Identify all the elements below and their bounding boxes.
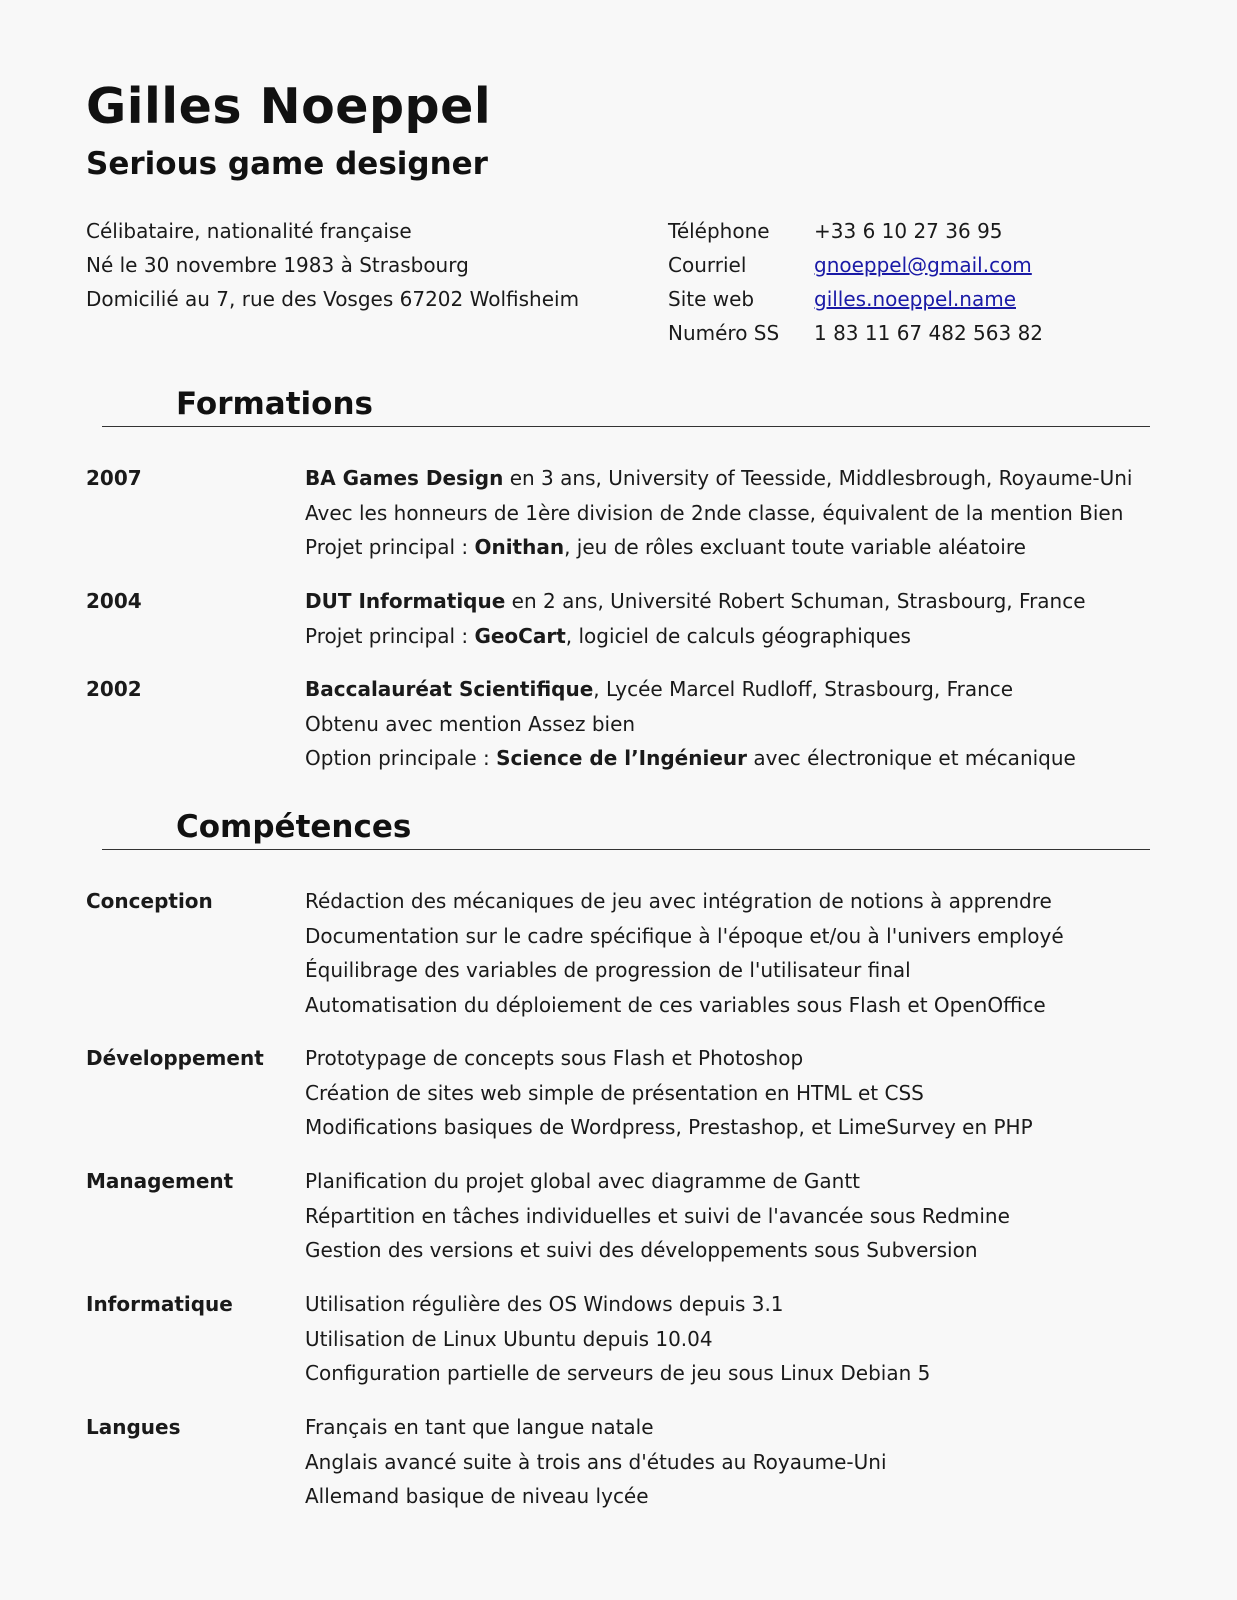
- option-prefix: Option principale :: [305, 746, 497, 770]
- skill-item: Utilisation régulière des OS Windows depuis 3.1: [305, 1292, 784, 1316]
- project-details: , logiciel de calculs géographiques: [565, 623, 911, 648]
- skill-item: Création de sites web simple de présentation en HTML et CSS: [305, 1080, 924, 1105]
- address: Domicilié au 7, rue des Vosges 67202 Wolfisheim: [86, 287, 580, 311]
- skill-group-conception: [86, 884, 1206, 1022]
- section-divider: [102, 849, 1150, 850]
- cv-name: Gilles Noeppel: [86, 78, 492, 135]
- phone-label: Téléphone: [668, 219, 770, 243]
- skill-item: Anglais avancé suite à trois ans d'études au Royaume-Uni: [305, 1449, 887, 1474]
- skill-category: Management: [86, 1169, 234, 1193]
- formation-year: 2004: [86, 589, 142, 613]
- formation-line: [305, 530, 1132, 565]
- skill-group-management: [86, 1164, 1206, 1268]
- email-label: Courriel: [668, 253, 747, 277]
- formation-line: [305, 672, 1076, 707]
- skill-item: Prototypage de concepts sous Flash et Photoshop: [305, 1046, 804, 1070]
- formation-line: [305, 741, 1076, 776]
- skill-items: [305, 1164, 1010, 1268]
- formation-details: [305, 584, 1086, 653]
- skill-group-langues: [86, 1410, 1206, 1514]
- section-title-competences: Compétences: [176, 809, 412, 845]
- formation-year: 2002: [86, 677, 142, 701]
- formation-details: [305, 461, 1132, 565]
- skill-items: [305, 1287, 930, 1391]
- skill-item: Rédaction des mécaniques de jeu avec intégration de notions à apprendre: [305, 889, 1052, 913]
- formation-line: [305, 461, 1132, 496]
- phone-value: +33 6 10 27 36 95: [814, 219, 1003, 243]
- project-name: Onithan: [474, 535, 565, 559]
- skill-item: Gestion des versions et suivi des développements sous Subversion: [305, 1238, 978, 1262]
- contact-info: [668, 214, 1043, 350]
- formation-line: [305, 619, 1086, 654]
- section-divider: [102, 426, 1150, 427]
- project-name: GeoCart: [474, 623, 566, 648]
- ss-number-label: Numéro SS: [668, 321, 780, 345]
- skill-item: Documentation sur le cadre spécifique à l'époque et/ou à l'univers employé: [305, 923, 1064, 948]
- contact-row-phone: [668, 214, 1043, 248]
- skill-group-informatique: [86, 1287, 1206, 1391]
- degree-name: Baccalauréat Scientifique: [305, 677, 594, 701]
- project-prefix: Projet principal :: [305, 535, 475, 559]
- skill-items: [305, 1410, 887, 1514]
- skill-category: Informatique: [86, 1292, 233, 1316]
- website-label: Site web: [668, 287, 755, 311]
- section-title-formations: Formations: [176, 386, 373, 422]
- skill-group-developpement: [86, 1041, 1206, 1145]
- email-link[interactable]: gnoeppel@gmail.com: [814, 253, 1032, 277]
- formation-year: 2007: [86, 466, 142, 490]
- skill-items: [305, 884, 1064, 1022]
- degree-details: , Lycée Marcel Rudloff, Strasbourg, France: [593, 677, 1014, 701]
- skill-item: Automatisation du déploiement de ces variables sous Flash et OpenOffice: [305, 992, 1046, 1017]
- contact-row-ss: [668, 316, 1043, 350]
- degree-name: DUT Informatique: [305, 589, 506, 613]
- skill-category: Langues: [86, 1415, 181, 1439]
- contact-row-web: [668, 282, 1043, 316]
- marital-status: Célibataire, nationalité française: [86, 219, 412, 243]
- skill-item: Répartition en tâches individuelles et suivi de l'avancée sous Redmine: [305, 1203, 1010, 1228]
- degree-name: BA Games Design: [305, 466, 504, 490]
- formation-line: Avec les honneurs de 1ère division de 2nde classe, équivalent de la mention Bien: [305, 500, 1124, 525]
- cv-role: Serious game designer: [86, 146, 488, 182]
- skill-items: [305, 1041, 1033, 1145]
- ss-number-value: 1 83 11 67 482 563 82: [814, 321, 1044, 345]
- website-link[interactable]: gilles.noeppel.name: [814, 287, 1016, 311]
- skill-item: Équilibrage des variables de progression de l'utilisateur final: [305, 958, 911, 982]
- option-details: avec électronique et mécanique: [747, 746, 1076, 770]
- option-name: Science de l’Ingénieur: [496, 746, 747, 770]
- skill-item: Allemand basique de niveau lycée: [305, 1484, 649, 1508]
- formation-line: [305, 584, 1086, 619]
- formation-entry: [86, 461, 1206, 565]
- skill-item: Planification du projet global avec diagramme de Gantt: [305, 1169, 861, 1193]
- formation-entry: [86, 584, 1206, 653]
- project-details: , jeu de rôles excluant toute variable aléatoire: [564, 535, 1026, 559]
- degree-details: en 2 ans, Université Robert Schuman, Strasbourg, France: [505, 589, 1086, 613]
- formation-details: [305, 672, 1076, 776]
- skill-item: Configuration partielle de serveurs de jeu sous Linux Debian 5: [305, 1361, 931, 1385]
- skill-item: Utilisation de Linux Ubuntu depuis 10.04: [305, 1326, 713, 1351]
- birth-info: Né le 30 novembre 1983 à Strasbourg: [86, 253, 469, 277]
- degree-details: en 3 ans, University of Teesside, Middlesbrough, Royaume-Uni: [503, 466, 1133, 490]
- skill-category: Conception: [86, 889, 213, 913]
- skill-category: Développement: [86, 1046, 264, 1070]
- skill-item: Français en tant que langue natale: [305, 1415, 654, 1439]
- contact-row-email: [668, 248, 1043, 282]
- project-prefix: Projet principal :: [305, 623, 475, 648]
- formation-entry: [86, 672, 1206, 776]
- personal-info: [86, 214, 579, 316]
- skill-item: Modifications basiques de Wordpress, Prestashop, et LimeSurvey en PHP: [305, 1115, 1033, 1139]
- formation-line: Obtenu avec mention Assez bien: [305, 711, 636, 736]
